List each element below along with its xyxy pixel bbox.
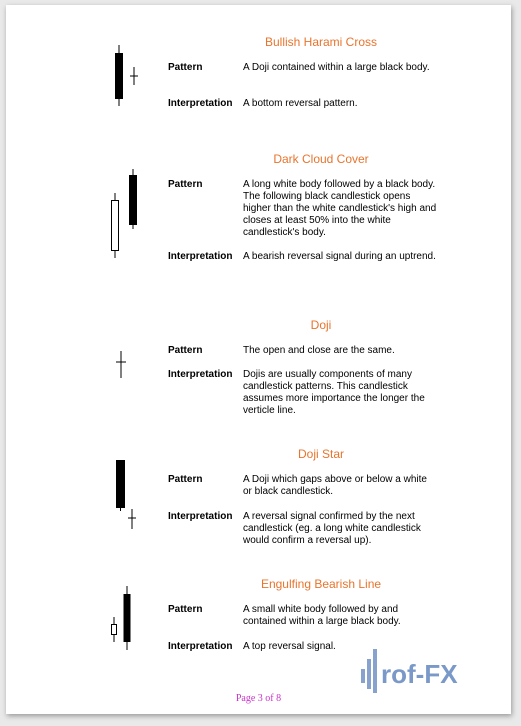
svg-text:rof-FX: rof-FX <box>381 659 458 689</box>
pattern-label: Pattern <box>168 474 203 485</box>
pattern-label: Pattern <box>168 345 203 356</box>
pattern-description: The open and close are the same. <box>243 345 395 356</box>
pattern-title: Doji <box>310 318 332 332</box>
pattern-description: A Doji contained within a large black body. <box>243 62 430 73</box>
dark-cloud-cover-candlestick-icon <box>101 167 151 262</box>
pattern-title: Dark Cloud Cover <box>273 152 369 166</box>
pattern-label: Pattern <box>168 604 203 615</box>
engulfing-bearish-line-candlestick-icon <box>101 583 151 653</box>
interpretation-description: Dojis are usually components of many candlestick patterns. This candlestick assumes more importance the longer the verticle line. <box>243 369 425 416</box>
pattern-description: A Doji which gaps above or below a white or black candlestick. <box>243 474 427 497</box>
interpretation-label: Interpretation <box>168 251 233 262</box>
bullish-harami-cross-candlestick-icon <box>101 43 151 123</box>
pattern-description: A long white body followed by a black body. The following black candlestick opens higher than the white candlestick's high and closes at least 50% into the white candlestick's body. <box>243 179 437 238</box>
pattern-title: Doji Star <box>297 447 344 461</box>
pattern-label: Pattern <box>168 62 203 73</box>
interpretation-description: A top reversal signal. <box>243 641 336 652</box>
interpretation-label: Interpretation <box>168 511 233 522</box>
interpretation-label: Interpretation <box>168 369 233 380</box>
interpretation-description: A bearish reversal signal during an uptrend. <box>243 251 436 262</box>
interpretation-label: Interpretation <box>168 641 233 652</box>
pattern-title: Bullish Harami Cross <box>264 35 378 49</box>
pattern-description: A small white body followed by and contained within a large black body. <box>243 604 401 627</box>
interpretation-description: A reversal signal confirmed by the next candlestick (eg. a long white candlestick would confirm a reversal up). <box>243 511 421 546</box>
doji-star-candlestick-icon <box>101 457 151 537</box>
interpretation-label: Interpretation <box>168 98 233 109</box>
document-page <box>6 5 511 714</box>
page-number: Page 3 of 8 <box>235 693 282 704</box>
doji-candlestick-icon <box>101 348 151 388</box>
interpretation-description: A bottom reversal pattern. <box>243 98 358 109</box>
prof-fx-logo <box>359 645 489 695</box>
pattern-label: Pattern <box>168 179 203 190</box>
pattern-title: Engulfing Bearish Line <box>260 577 382 591</box>
